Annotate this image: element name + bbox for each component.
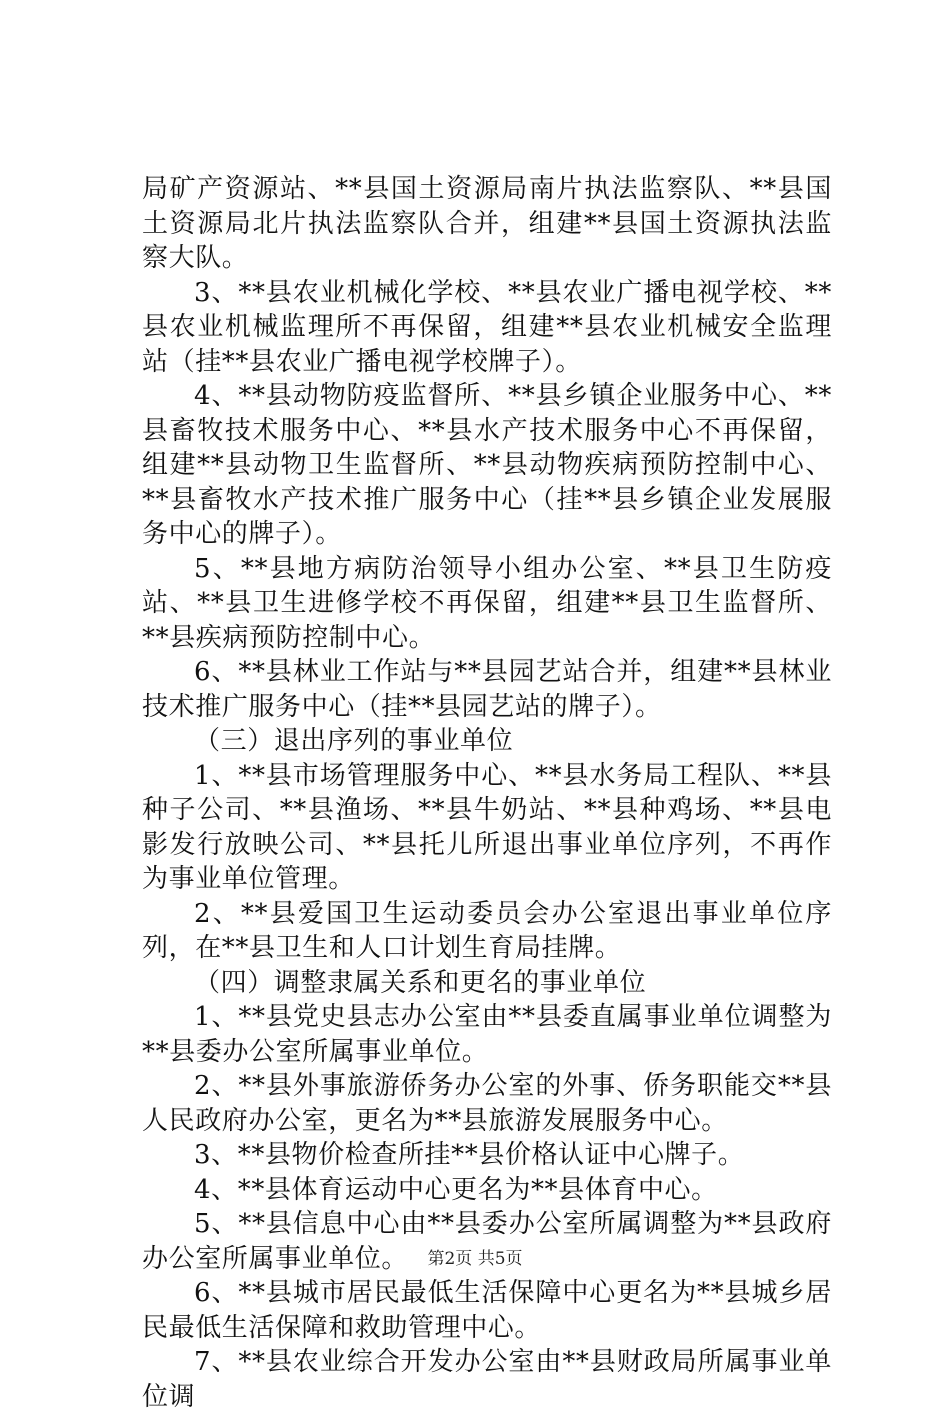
section-heading: （四）调整隶属关系和更名的事业单位 [194,967,647,998]
list-item: 4、**县体育运动中心更名为**县体育中心。 [194,1174,718,1205]
paragraph-continuation: 局矿产资源站、**县国土资源局南片执法监察队、**县国土资源局北片执法监察队合并，组建**县国土资源执法监察大队。 [142,174,832,273]
list-item: 3、**县物价检查所挂**县价格认证中心牌子。 [194,1140,745,1170]
list-item: 4、**县动物防疫监督所、**县乡镇企业服务中心、**县畜牧技术服务中心、**县水产技术服务中心不再保留，组建**县动物卫生监督所、**县动物疾病预防控制中心、**县畜牧水产技术推广服务中心（挂**县乡镇企业发展服务中心的牌子）。 [142,381,832,549]
section-heading: （三）退出序列的事业单位 [194,726,514,756]
list-item: 1、**县党史县志办公室由**县委直属事业单位调整为**县委办公室所属事业单位。 [142,1002,832,1067]
list-item: 2、**县外事旅游侨务办公室的外事、侨务职能交**县人民政府办公室，更名为**县旅游发展服务中心。 [142,1071,832,1136]
list-item: 7、**县农业综合开发办公室由**县财政局所属事业单位调 [142,1347,832,1412]
list-item: 6、**县城市居民最低生活保障中心更名为**县城乡居民最低生活保障和救助管理中心。 [142,1278,832,1343]
list-item: 5、**县地方病防治领导小组办公室、**县卫生防疫站、**县卫生进修学校不再保留，组建**县卫生监督所、**县疾病预防控制中心。 [142,553,832,653]
list-item: 3、**县农业机械化学校、**县农业广播电视学校、**县农业机械监理所不再保留，组建**县农业机械安全监理站（挂**县农业广播电视学校牌子）。 [142,277,832,377]
list-item: 1、**县市场管理服务中心、**县水务局工程队、**县种子公司、**县渔场、**县牛奶站、**县种鸡场、**县电影发行放映公司、**县托儿所退出事业单位序列，不再作为事业单位管理。 [142,760,832,894]
list-item: 2、**县爱国卫生运动委员会办公室退出事业单位序列，在**县卫生和人口计划生育局挂牌。 [142,898,832,963]
page-number: 第2页 共5页 [427,1249,523,1269]
list-item: 6、**县林业工作站与**县园艺站合并，组建**县林业技术推广服务中心（挂**县园艺站的牌子）。 [142,657,832,722]
list-item: 5、**县信息中心由**县委办公室所属调整为**县政府办公室所属事业单位。 [142,1209,832,1274]
document-body [142,172,832,1414]
